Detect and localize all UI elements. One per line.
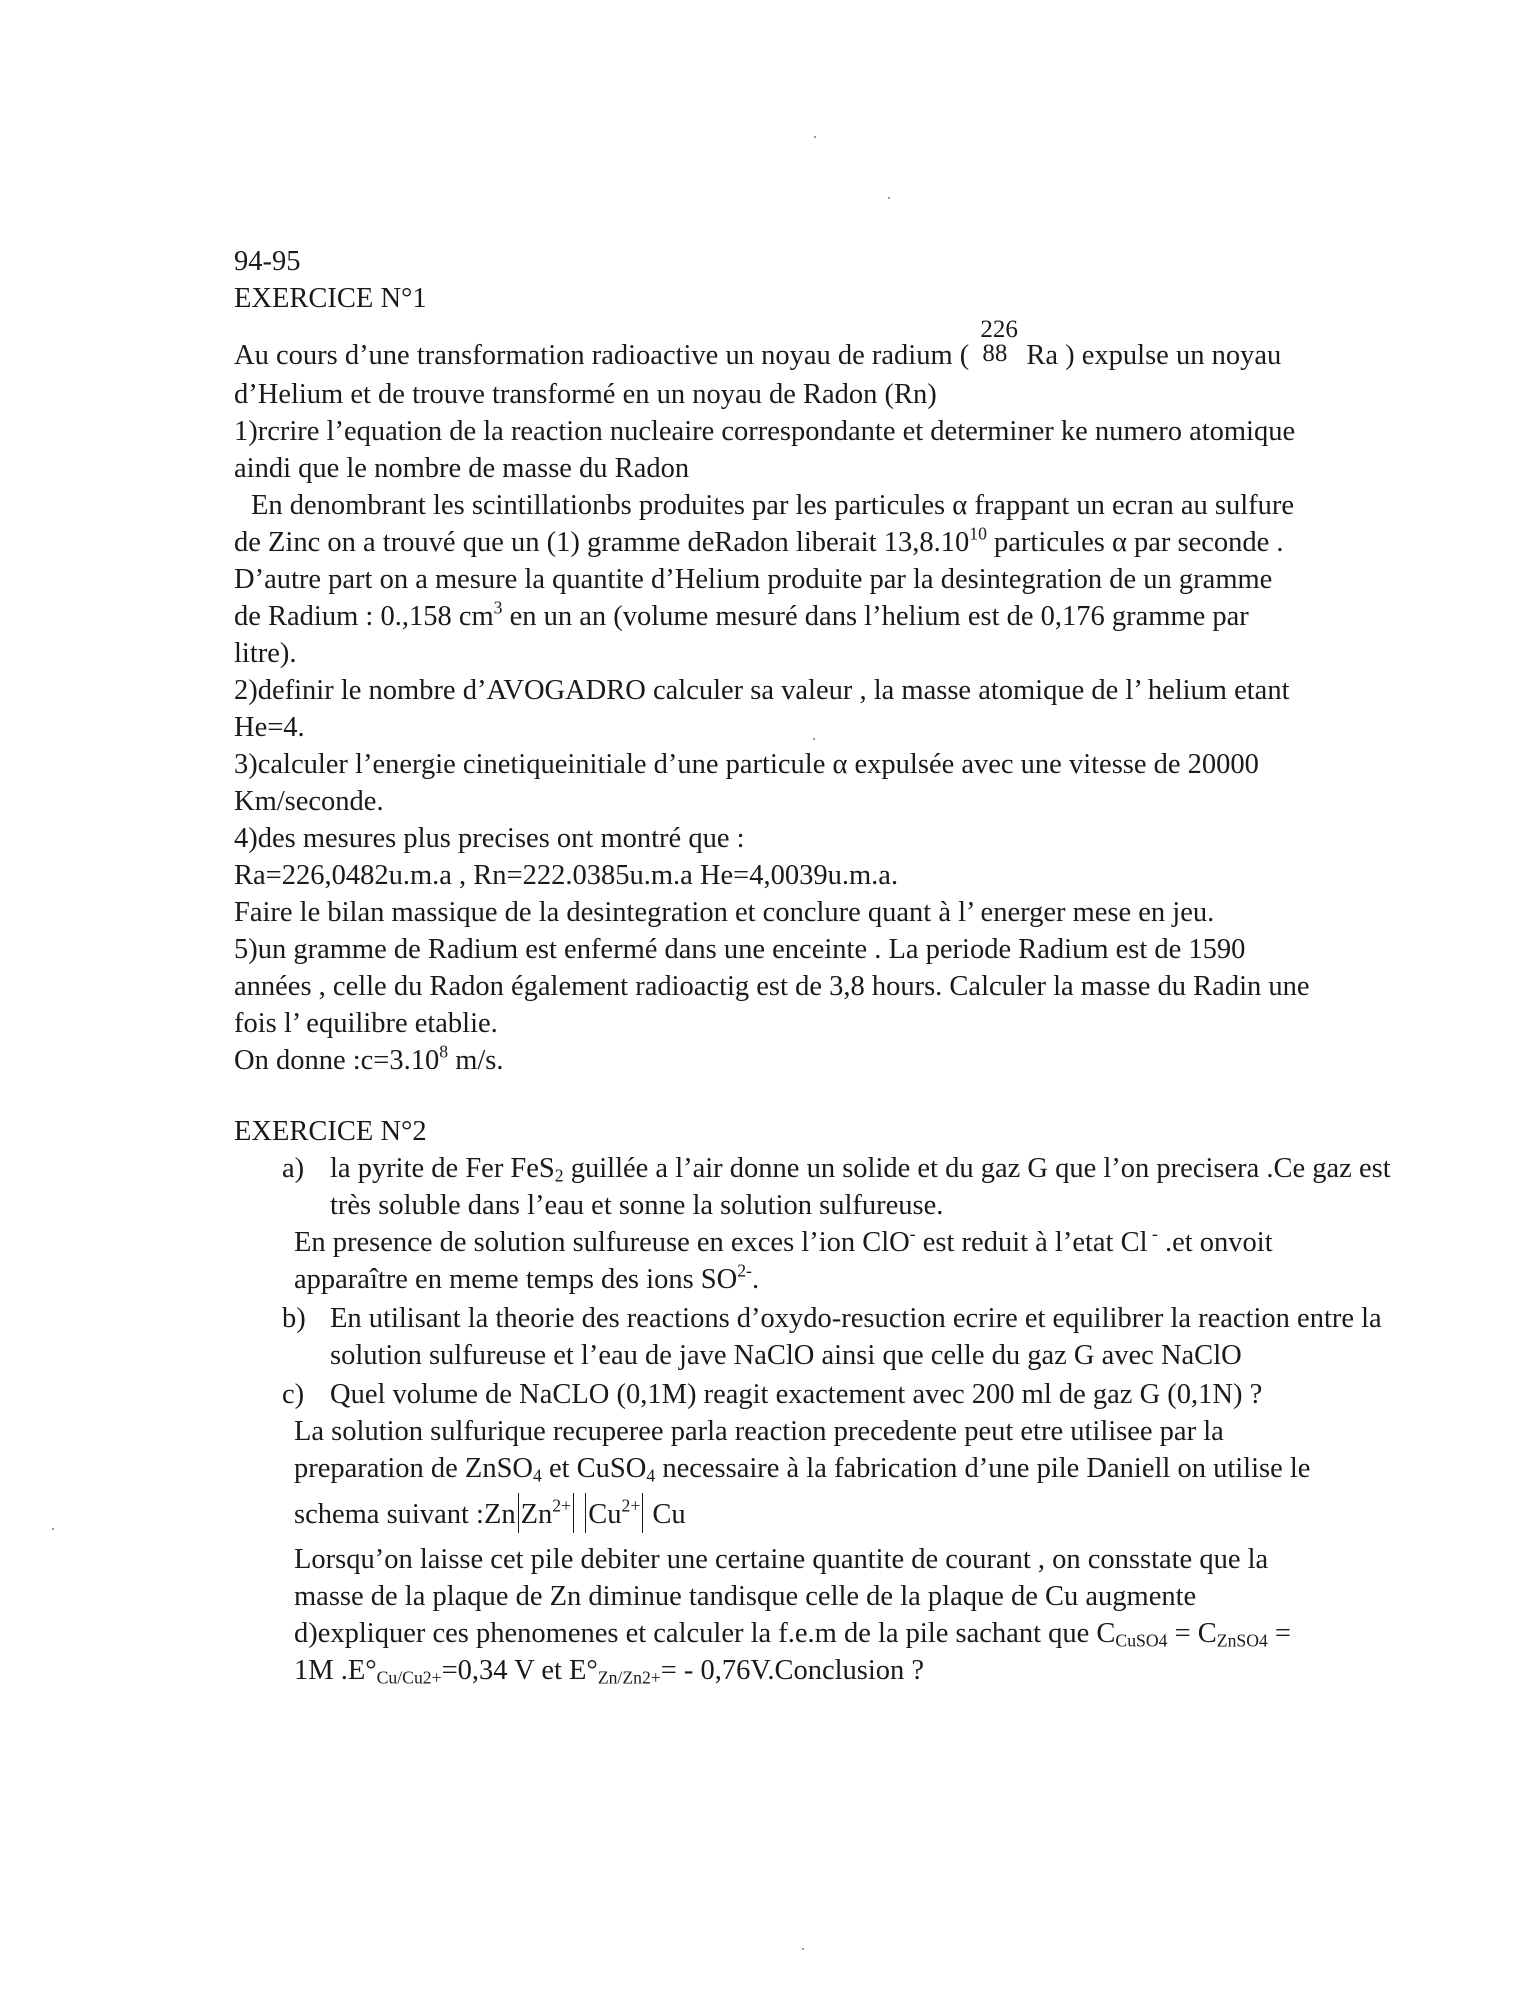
ex1-para-line5: litre). xyxy=(234,638,297,669)
scan-speck xyxy=(814,136,816,138)
exercise-2-body xyxy=(234,1150,1434,1689)
ex1-para-line4: de Radium : 0.,158 $cm^3$ en un an (volume mesuré dans l’helium est de 0,176 gramme par xyxy=(234,597,1249,632)
ex2-solution-para: La solution sulfurique recuperee parla reaction precedente peut etre utilisee par la preparation de ZnSO$_4$ et CuSO$_4$ necessaire à la fabrication d’une pile Daniell on utilise le schema suivant :Zn $Zn^{2+}$ $Cu^{2+}$ Cu Lorsqu’on laisse cet pile debiter une certaine quantite de courant , on consstate que la masse de la plaque de Zn diminue tandisque celle de la plaque de Cu augmente d)expliquer ces phenomenes et calculer la f.e.m de la pile sachant que $C_{CuSO4} = C_{ZnSO4}$ = 1M $.E^\circ_{Cu/Cu2+}=0,34$ V et $E^\circ_{Zn/Zn2+}=$ - 0,76V.Conclusion ? xyxy=(234,1413,1434,1689)
ex1-para-line2: de Zinc on a trouvé que un (1) gramme deRadon liberait 13,8.10$^{10}$ particules α par seconde . xyxy=(234,523,1284,558)
ex1-para-line1: En denombrant les scintillationbs produites par les particules α frappant un ecran au sulfure xyxy=(251,490,1294,521)
scan-speck xyxy=(802,1948,804,1950)
ex1-para-line3: D’autre part on a mesure la quantite d’Helium produite par la desintegration de un gramme xyxy=(234,564,1273,595)
year-label: 94-95 xyxy=(234,246,301,277)
exercise-2-title: EXERCICE N°2 xyxy=(234,1116,427,1147)
ex1-q1-line1: 1)rcrire l’equation de la reaction nucleaire correspondante et determiner ke numero atomique xyxy=(234,416,1296,447)
item-b-marker: b) xyxy=(282,1303,306,1334)
ex1-q2-line1: 2)definir le nombre d’AVOGADRO calculer sa valeur , la masse atomique de l’ helium etant xyxy=(234,675,1290,706)
document-page xyxy=(234,243,1434,1689)
radium-nuclide: 226 88 xyxy=(980,316,1018,367)
ex1-q4-line2: Ra=226,0482u.m.a , Rn=222.0385u.m.a He=4,0039u.m.a. xyxy=(234,860,899,891)
ex1-intro-line2: d’Helium et de trouve transformé en un noyau de Radon (Rn) xyxy=(234,379,937,410)
item-c-marker: c) xyxy=(282,1379,305,1410)
ex1-q4-line3: Faire le bilan massique de la desintegration et conclure quant à l’ energer mese en jeu. xyxy=(234,897,1215,928)
exercise-1-title: EXERCICE N°1 xyxy=(234,283,427,314)
ex1-q5-line3: fois l’ equilibre etablie. xyxy=(234,1008,498,1039)
scan-speck xyxy=(888,197,890,199)
ex1-q4-line1: 4)des mesures plus precises ont montré que : xyxy=(234,823,745,854)
ex2-presence-para: En presence de solution sulfureuse en exces l’ion ClO- est reduit à l’etat Cl - .et onvoit apparaître en meme temps des ions $SO^{2-}$. xyxy=(294,1223,1273,1295)
ex2-item-c xyxy=(234,1376,1434,1413)
ex2-question-d-line1: d)expliquer ces phenomenes et calculer la f.e.m de la pile sachant que $C_{CuSO4} = C_{ZnSO4}$ = xyxy=(294,1618,1291,1651)
ex1-intro-line1: Au cours d’une transformation radioactive un noyau de radium ( 226 88 Ra ) expulse un noyau xyxy=(234,316,1282,371)
ex1-q3-line2: Km/seconde. xyxy=(234,786,384,817)
exercise-1-body xyxy=(234,316,1434,1079)
ex2-item-a xyxy=(234,1150,1434,1224)
item-a-text: la pyrite de Fer FeS$_2$ guillée a l’air donne un solide et du gaz G que l’on precisera .Ce gaz est très soluble dans l’eau et sonne la solution sulfureuse. xyxy=(330,1153,1391,1221)
item-a-marker: a) xyxy=(282,1153,305,1184)
ex1-q5-line2: années , celle du Radon également radioactig est de 3,8 hours. Calculer la masse du Radin une xyxy=(234,971,1310,1002)
scan-speck xyxy=(52,1528,54,1530)
ex2-item-b xyxy=(234,1300,1434,1374)
ex1-q1-line2: aindi que le nombre de masse du Radon xyxy=(234,453,690,484)
ex1-given: On donne $:c=3.10^8$ m/s. xyxy=(234,1041,504,1076)
daniell-cell-schema: schema suivant :Zn $Zn^{2+}$ $Cu^{2+}$ Cu xyxy=(294,1493,1434,1533)
ex1-q3-line1: 3)calculer l’energie cinetiqueinitiale d’une particule α expulsée avec une vitesse de 20000 xyxy=(234,749,1259,780)
item-b-text: En utilisant la theorie des reactions d’oxydo-resuction ecrire et equilibrer la reaction entre la solution sulfureuse et l’eau de jave NaClO ainsi que celle du gaz G avec NaClO xyxy=(330,1303,1382,1371)
ex1-q2-line2: He=4. xyxy=(234,712,305,743)
ex2-question-d-line2: 1M $.E^\circ_{Cu/Cu2+}=0,34$ V et $E^\circ_{Zn/Zn2+}=$ - 0,76V.Conclusion ? xyxy=(294,1655,925,1688)
item-c-text: Quel volume de NaCLO (0,1M) reagit exactement avec 200 ml de gaz G (0,1N) ? xyxy=(330,1379,1263,1410)
ex1-q5-line1: 5)un gramme de Radium est enfermé dans une enceinte . La periode Radium est de 1590 xyxy=(234,934,1246,965)
